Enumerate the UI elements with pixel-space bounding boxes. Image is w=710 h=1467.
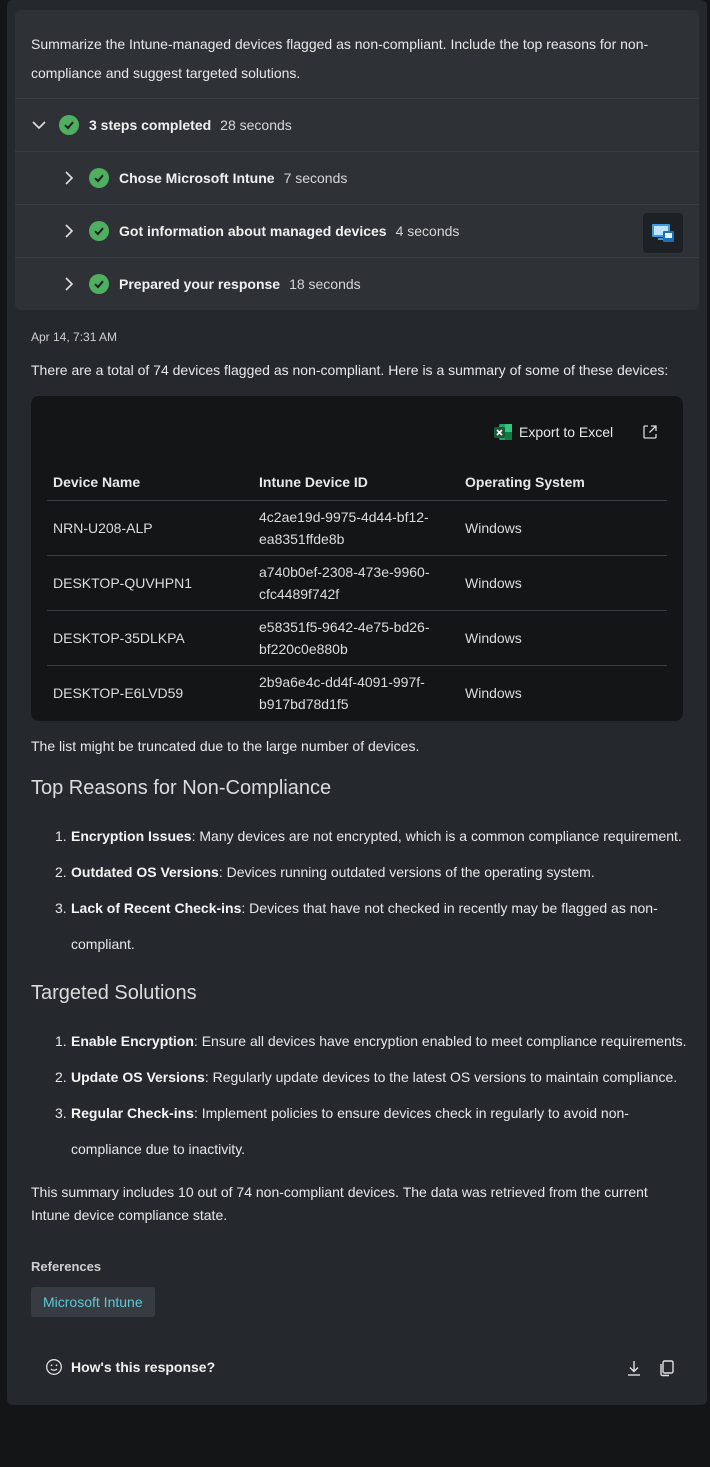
device-name-cell: NRN-U208-ALP: [47, 500, 253, 555]
reasons-heading: Top Reasons for Non-Compliance: [31, 777, 332, 799]
device-id-line-1: 2b9a6e4c-dd4f-4091-997f-: [259, 673, 425, 690]
list-item: [55, 854, 691, 890]
os-cell: Windows: [459, 610, 667, 665]
check-circle-icon: [89, 221, 109, 241]
list-item: [55, 890, 691, 962]
list-item-title: Enable Encryption: [71, 1033, 194, 1049]
list-number: 1.: [55, 1033, 67, 1049]
list-item: [55, 1059, 691, 1095]
list-item-text: : Devices that have not checked in recently may be flagged as non-: [241, 900, 658, 916]
list-item: [55, 818, 691, 854]
list-number: 1.: [55, 828, 67, 844]
list-item-text: : Devices running outdated versions of the operating system.: [218, 864, 595, 880]
list-item: [55, 1023, 691, 1059]
smiley-face-icon: [45, 1358, 63, 1376]
device-id-line-1: e58351f5-9642-4e75-bd26-: [259, 618, 430, 635]
list-item-text: : Ensure all devices have encryption enabled to meet compliance requirements.: [193, 1033, 687, 1049]
table-header-row: [47, 464, 667, 500]
step-item-1[interactable]: [15, 151, 699, 204]
list-number: 2.: [55, 864, 67, 880]
device-table-container: [31, 396, 683, 721]
list-item-title: Regular Check-ins: [71, 1105, 194, 1121]
column-header-device-name: Device Name: [47, 464, 253, 500]
device-id-cell: [253, 610, 459, 665]
chevron-right-icon: [61, 223, 77, 239]
intune-plugin-icon[interactable]: [643, 213, 683, 253]
device-name-cell: DESKTOP-QUVHPN1: [47, 555, 253, 610]
list-item-text-continued: compliance due to inactivity.: [71, 1141, 246, 1157]
prompt-text: Summarize the Intune-managed devices flagged as non-compliant. Include the top reasons for non-compliance and suggest targeted solutions.: [31, 36, 649, 81]
copy-icon[interactable]: [658, 1359, 676, 1377]
feedback-button[interactable]: [45, 1358, 215, 1376]
list-item-title: Update OS Versions: [71, 1069, 205, 1085]
list-item-text: : Implement policies to ensure devices check in regularly to avoid non-: [193, 1105, 629, 1121]
check-circle-icon: [89, 274, 109, 294]
list-item-title: Encryption Issues: [71, 828, 192, 844]
list-item-title: Lack of Recent Check-ins: [71, 900, 242, 916]
device-id-line-2: ea8351ffde8b: [259, 530, 345, 547]
device-id-cell: [253, 500, 459, 555]
step-label: Prepared your response: [119, 276, 281, 292]
step-time: 7 seconds: [283, 170, 348, 186]
prompt-box: [15, 10, 699, 310]
device-id-line-2: bf220c0e880b: [259, 640, 348, 657]
feedback-label: How's this response?: [71, 1359, 216, 1375]
device-table: [47, 464, 667, 720]
export-to-excel-button[interactable]: [493, 422, 613, 442]
excel-icon: [493, 422, 513, 442]
step-time: 4 seconds: [395, 223, 460, 239]
step-item-2[interactable]: [15, 204, 699, 257]
device-id-cell: [253, 665, 459, 720]
response-card: [7, 0, 707, 1405]
steps-summary-toggle[interactable]: [15, 98, 699, 151]
device-id-line-1: a740b0ef-2308-473e-9960-: [259, 563, 430, 580]
step-label: Got information about managed devices: [119, 223, 387, 239]
references-heading: References: [31, 1259, 102, 1274]
device-name-cell: DESKTOP-E6LVD59: [53, 684, 184, 701]
list-item-title: Outdated OS Versions: [71, 864, 219, 880]
table-row: [47, 555, 667, 610]
chevron-right-icon: [61, 276, 77, 292]
device-name-cell: DESKTOP-35DLKPA: [47, 610, 253, 665]
os-cell: Windows: [465, 684, 522, 701]
check-circle-icon: [89, 168, 109, 188]
list-item: [55, 1095, 691, 1167]
list-number: 2.: [55, 1069, 67, 1085]
device-id-line-1: 4c2ae19d-9975-4d44-bf12-: [259, 508, 429, 525]
table-row: [47, 500, 667, 555]
list-item-text: : Many devices are not encrypted, which is a common compliance requirement.: [191, 828, 682, 844]
truncation-note: The list might be truncated due to the large number of devices.: [31, 738, 420, 754]
solutions-heading: Targeted Solutions: [31, 982, 197, 1004]
chevron-down-icon: [31, 117, 47, 133]
table-row: [47, 610, 667, 665]
device-id-line-2: b917bd78d1f5: [259, 695, 349, 712]
step-time: 18 seconds: [289, 276, 361, 292]
table-row: [47, 665, 667, 720]
device-id-line-2: cfc4489f742f: [259, 585, 340, 602]
list-item-text: : Regularly update devices to the latest OS versions to maintain compliance.: [204, 1069, 678, 1085]
step-item-3[interactable]: [15, 257, 699, 310]
steps-summary-time: 28 seconds: [220, 117, 292, 133]
response-summary: This summary includes 10 out of 74 non-compliant devices. The data was retrieved from the current Intune device compliance state.: [31, 1184, 648, 1223]
os-cell: Windows: [459, 555, 667, 610]
export-label: Export to Excel: [519, 424, 614, 440]
list-number: 3.: [55, 1105, 67, 1121]
check-circle-icon: [59, 115, 79, 135]
solutions-list: [55, 1023, 691, 1167]
os-cell: Windows: [459, 500, 667, 555]
device-id-cell: [253, 555, 459, 610]
steps-summary-label: 3 steps completed: [89, 117, 212, 133]
download-icon[interactable]: [625, 1359, 643, 1377]
step-label: Chose Microsoft Intune: [119, 170, 275, 186]
reasons-list: [55, 818, 691, 962]
chevron-right-icon: [61, 170, 77, 186]
column-header-os: Operating System: [459, 464, 667, 500]
list-number: 3.: [55, 900, 67, 916]
open-in-new-icon[interactable]: [642, 424, 658, 440]
list-item-text-continued: compliant.: [71, 936, 135, 952]
response-intro: There are a total of 74 devices flagged as non-compliant. Here is a summary of some of these devices:: [31, 362, 669, 378]
column-header-device-id: Intune Device ID: [253, 464, 459, 500]
response-timestamp: Apr 14, 7:31 AM: [31, 330, 118, 344]
reference-chip-microsoft-intune[interactable]: Microsoft Intune: [31, 1287, 155, 1317]
